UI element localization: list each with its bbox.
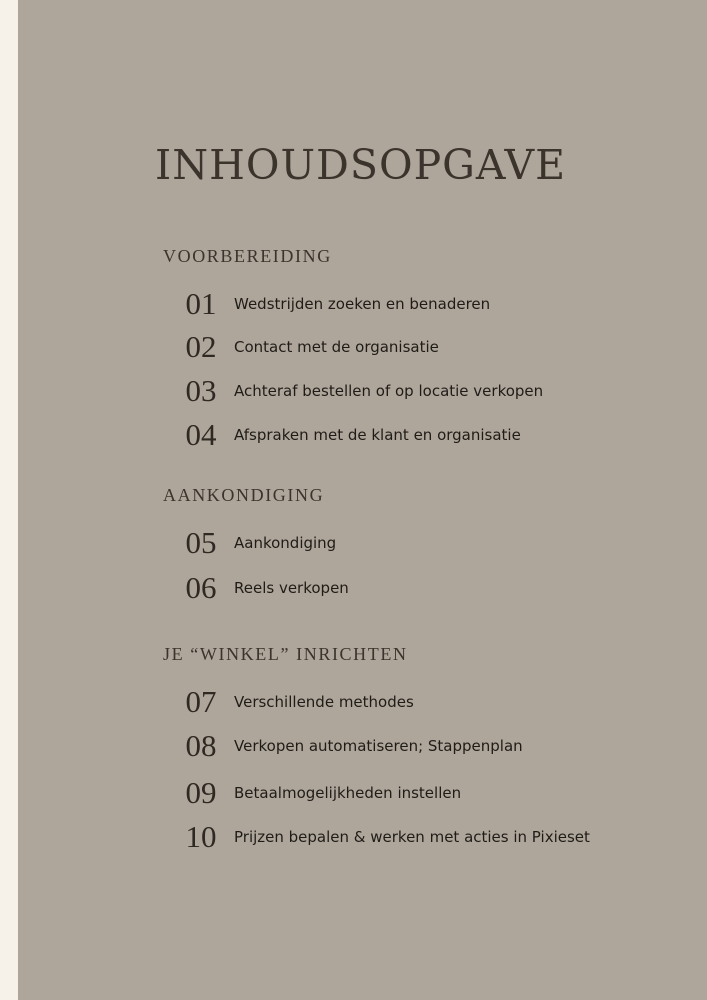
entry-number: 01	[185, 286, 217, 321]
toc-entry-08[interactable]	[180, 726, 680, 766]
entry-number: 06	[185, 570, 217, 605]
entry-number: 07	[185, 684, 217, 719]
toc-entry-05[interactable]	[180, 523, 680, 563]
entry-title: Verkopen automatiseren; Stappenplan	[234, 737, 523, 755]
toc-entry-01[interactable]	[180, 284, 680, 324]
entry-title: Betaalmogelijkheden instellen	[234, 784, 462, 802]
toc-entry-04[interactable]	[180, 415, 680, 455]
toc-entry-02[interactable]	[180, 327, 680, 367]
entry-number: 10	[185, 819, 217, 854]
entry-title: Contact met de organisatie	[234, 338, 439, 356]
left-edge-strip	[0, 0, 18, 1000]
section-heading-voorbereiding: VOORBEREIDING	[163, 246, 332, 266]
entry-number: 09	[185, 775, 217, 810]
entry-title: Afspraken met de klant en organisatie	[234, 426, 521, 444]
entry-number: 03	[185, 373, 217, 408]
toc-entry-09[interactable]	[180, 773, 680, 813]
entry-number: 04	[185, 417, 217, 452]
entry-title: Reels verkopen	[234, 579, 349, 597]
entry-number: 05	[185, 525, 217, 560]
entry-title: Achteraf bestellen of op locatie verkopen	[234, 382, 544, 400]
entry-number: 02	[185, 329, 217, 364]
entry-title: Prijzen bepalen & werken met acties in Pixieset	[234, 828, 590, 846]
entry-title: Wedstrijden zoeken en benaderen	[234, 295, 491, 313]
section-heading-aankondiging: AANKONDIGING	[163, 485, 325, 505]
toc-entry-03[interactable]	[180, 371, 680, 411]
entry-number: 08	[185, 728, 217, 763]
entry-title: Aankondiging	[234, 534, 337, 552]
toc-entry-07[interactable]	[180, 682, 680, 722]
section-heading-winkel-inrichten: JE “WINKEL” INRICHTEN	[163, 644, 408, 664]
toc-entry-06[interactable]	[180, 568, 680, 608]
entry-title: Verschillende methodes	[234, 693, 414, 711]
toc-entry-10[interactable]	[180, 817, 680, 857]
page-title: INHOUDSOPGAVE	[155, 141, 567, 189]
